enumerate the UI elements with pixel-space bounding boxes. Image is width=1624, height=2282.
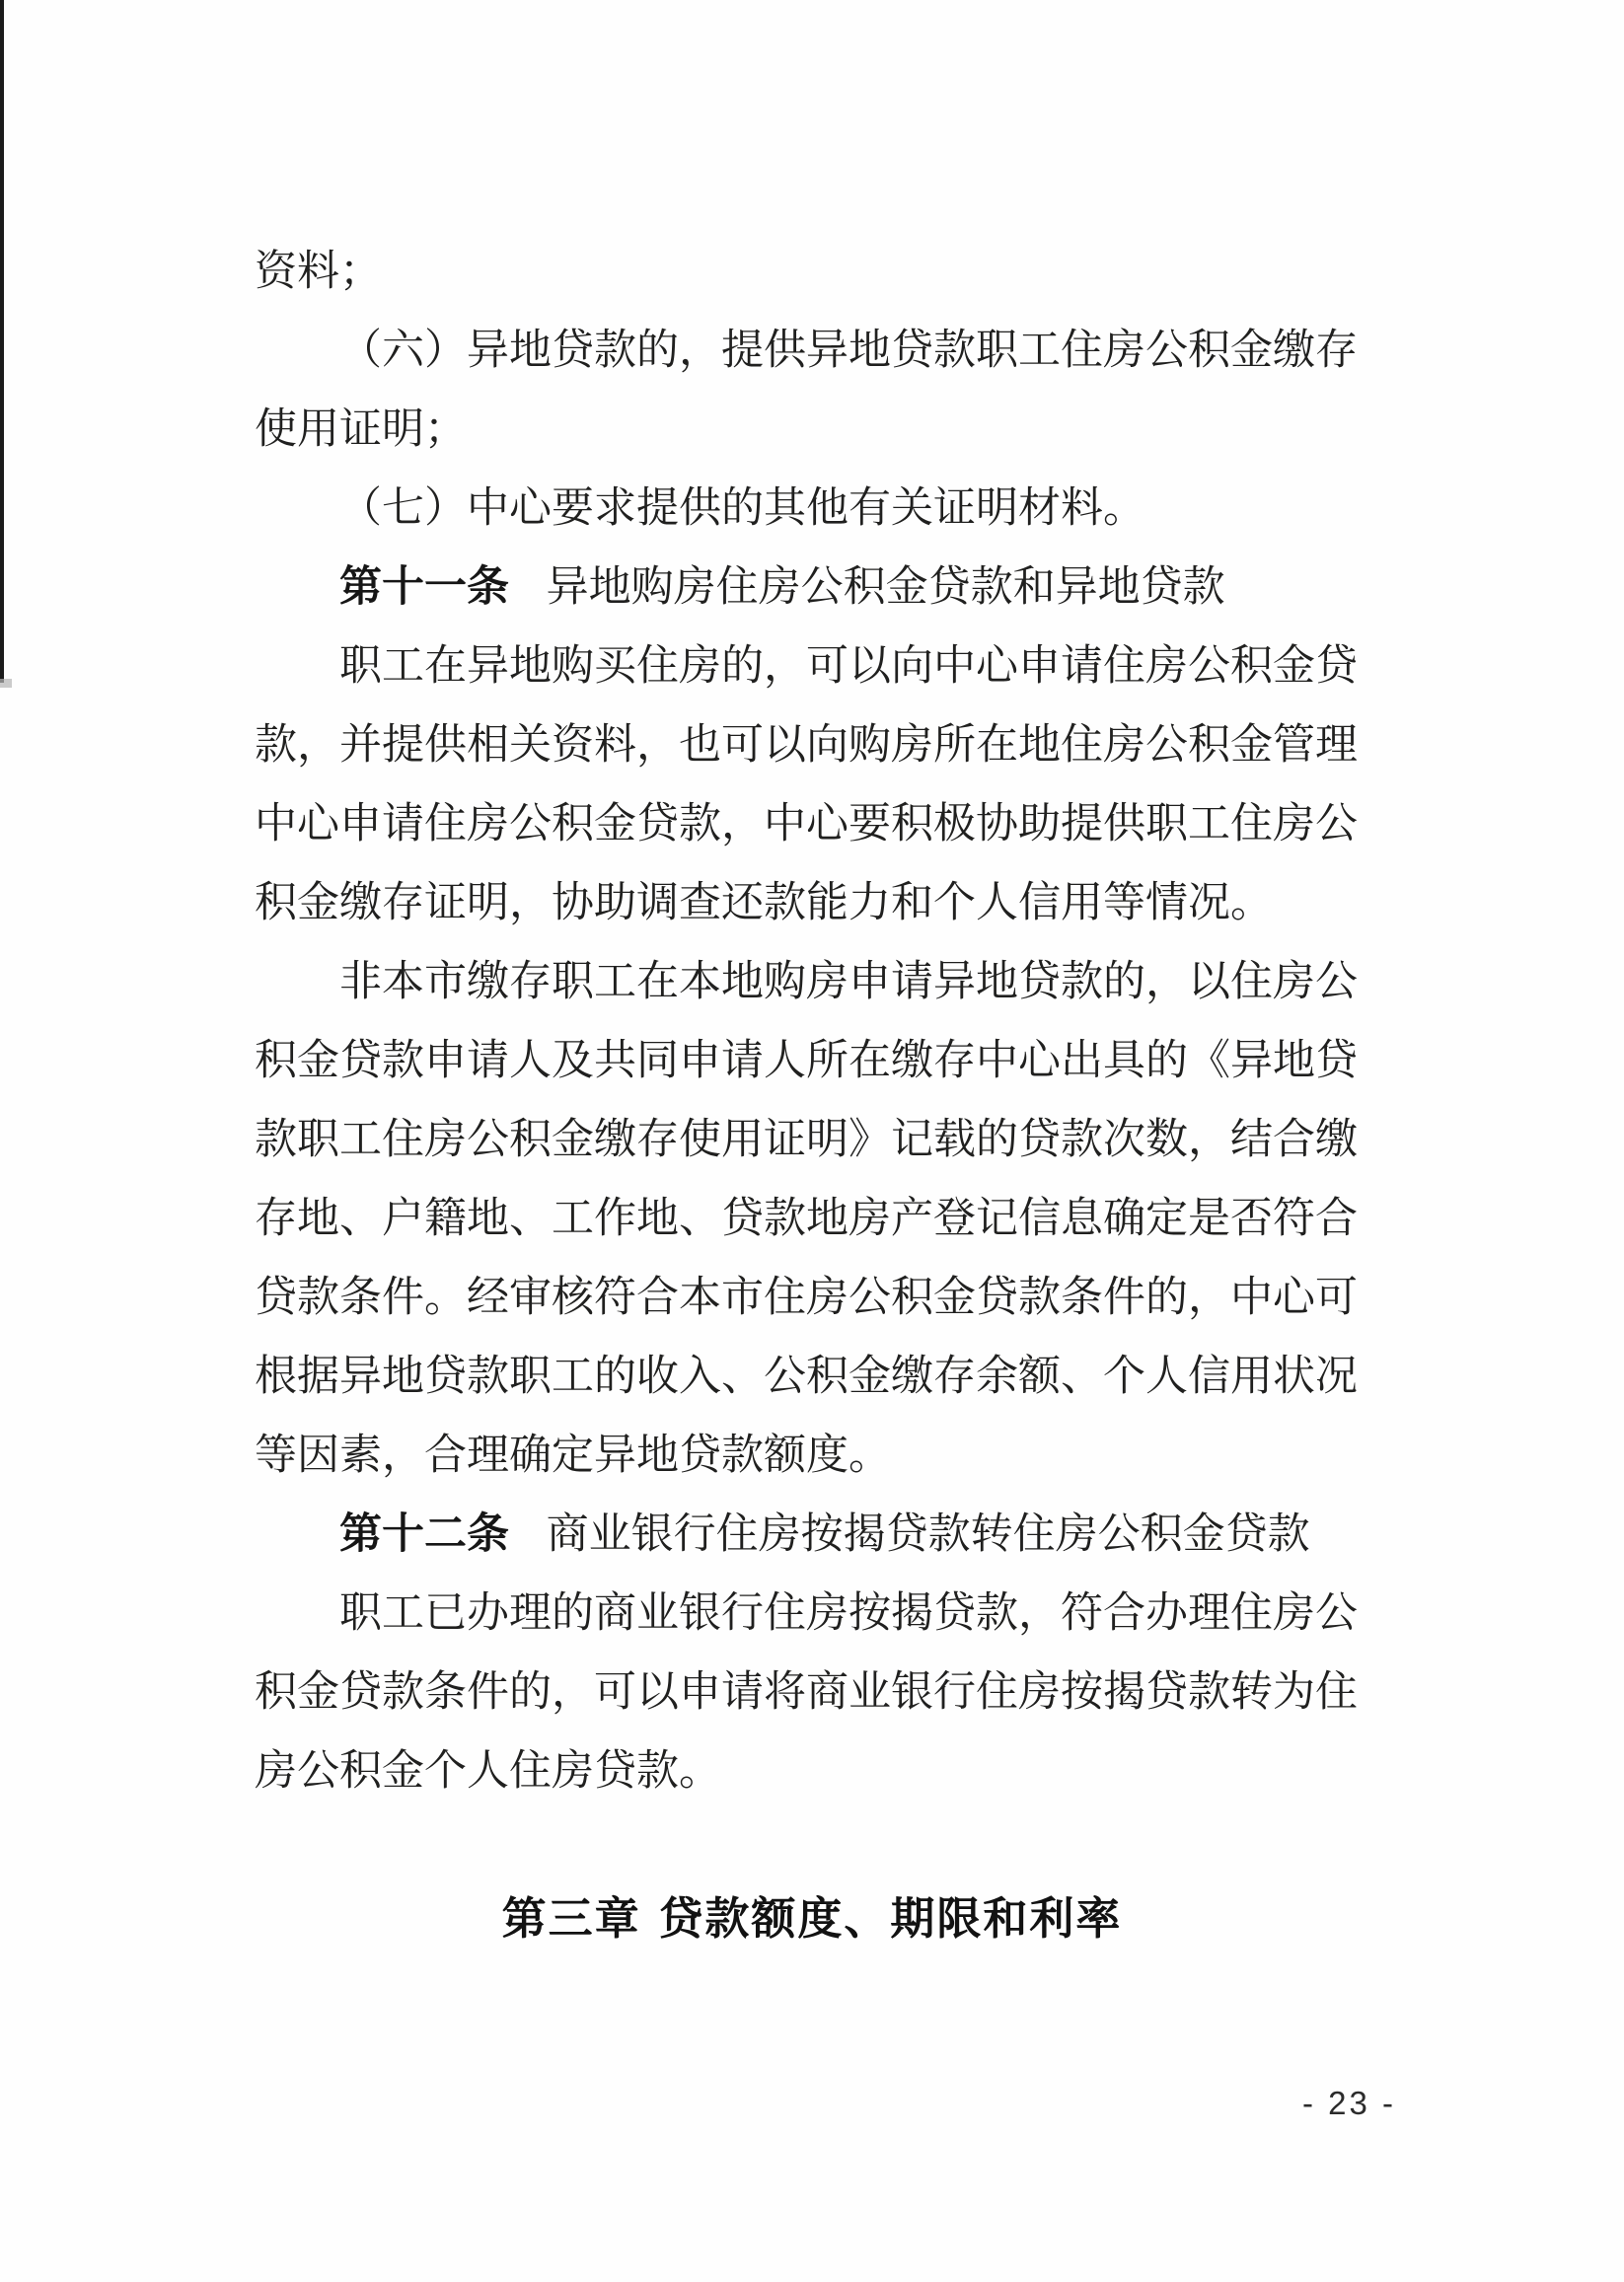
text-segment: 职工在异地购买住房的，可以向中心申请住房公积金贷 — [339, 641, 1358, 691]
text-line — [255, 1021, 1365, 1100]
text-segment: 异地购房住房公积金贷款和异地贷款 — [533, 562, 1225, 612]
text-segment: 贷款条件。经审核符合本市住房公积金贷款条件的，中心可 — [255, 1273, 1358, 1322]
text-segment: 存地、户籍地、工作地、贷款地房产登记信息确定是否符合 — [255, 1194, 1358, 1243]
text-segment: 等因素，合理确定异地贷款额度。 — [255, 1431, 891, 1480]
text-segment: 房公积金个人住房贷款。 — [255, 1746, 721, 1796]
text-segment: 款，并提供相关资料，也可以向购房所在地住房公积金管理 — [255, 720, 1358, 770]
text-line — [255, 1574, 1365, 1653]
text-line — [255, 863, 1365, 942]
scan-smudge-artifact — [0, 679, 12, 688]
text-segment: （七）中心要求提供的其他有关证明材料。 — [339, 483, 1145, 533]
text-line — [255, 390, 1365, 469]
text-segment: 中心申请住房公积金贷款，中心要积极协助提供职工住房公 — [255, 799, 1358, 848]
text-segment: 积金缴存证明，协助调查还款能力和个人信用等情况。 — [255, 878, 1273, 927]
scan-edge-artifact — [0, 0, 4, 683]
text-line — [255, 1179, 1365, 1258]
article-number-label: 第十一条 — [339, 562, 509, 612]
text-line — [255, 311, 1365, 390]
text-line — [255, 1731, 1365, 1810]
text-line — [255, 469, 1365, 548]
document-body — [255, 232, 1365, 1810]
text-segment: 资料； — [255, 247, 382, 296]
text-segment: 商业银行住房按揭贷款转住房公积金贷款 — [533, 1509, 1310, 1559]
text-segment: 职工已办理的商业银行住房按揭贷款，符合办理住房公 — [339, 1588, 1358, 1638]
text-line — [255, 1416, 1365, 1495]
text-line — [255, 626, 1365, 705]
text-line — [255, 942, 1365, 1021]
article-number-label: 第十二条 — [339, 1509, 509, 1559]
text-line — [255, 1258, 1365, 1337]
text-line — [255, 705, 1365, 784]
chapter-heading: 第三章 贷款额度、期限和利率 — [501, 1892, 1123, 1945]
text-line — [255, 1100, 1365, 1179]
text-segment: 根据异地贷款职工的收入、公积金缴存余额、个人信用状况 — [255, 1352, 1358, 1401]
page-number: - 23 - — [1302, 2085, 1397, 2121]
text-segment: 积金贷款条件的，可以申请将商业银行住房按揭贷款转为住 — [255, 1667, 1358, 1717]
text-segment: 使用证明； — [255, 405, 467, 454]
text-line — [255, 232, 1365, 311]
text-segment: 积金贷款申请人及共同申请人所在缴存中心出具的《异地贷 — [255, 1036, 1358, 1085]
text-segment: 款职工住房公积金缴存使用证明》记载的贷款次数，结合缴 — [255, 1115, 1358, 1164]
text-segment: 非本市缴存职工在本地购房申请异地贷款的，以住房公 — [339, 957, 1358, 1006]
text-line — [255, 1495, 1365, 1574]
text-line — [255, 548, 1365, 626]
text-line — [255, 1653, 1365, 1731]
text-line — [255, 784, 1365, 863]
text-segment: （六）异地贷款的，提供异地贷款职工住房公积金缴存 — [339, 326, 1358, 375]
text-line — [255, 1337, 1365, 1416]
